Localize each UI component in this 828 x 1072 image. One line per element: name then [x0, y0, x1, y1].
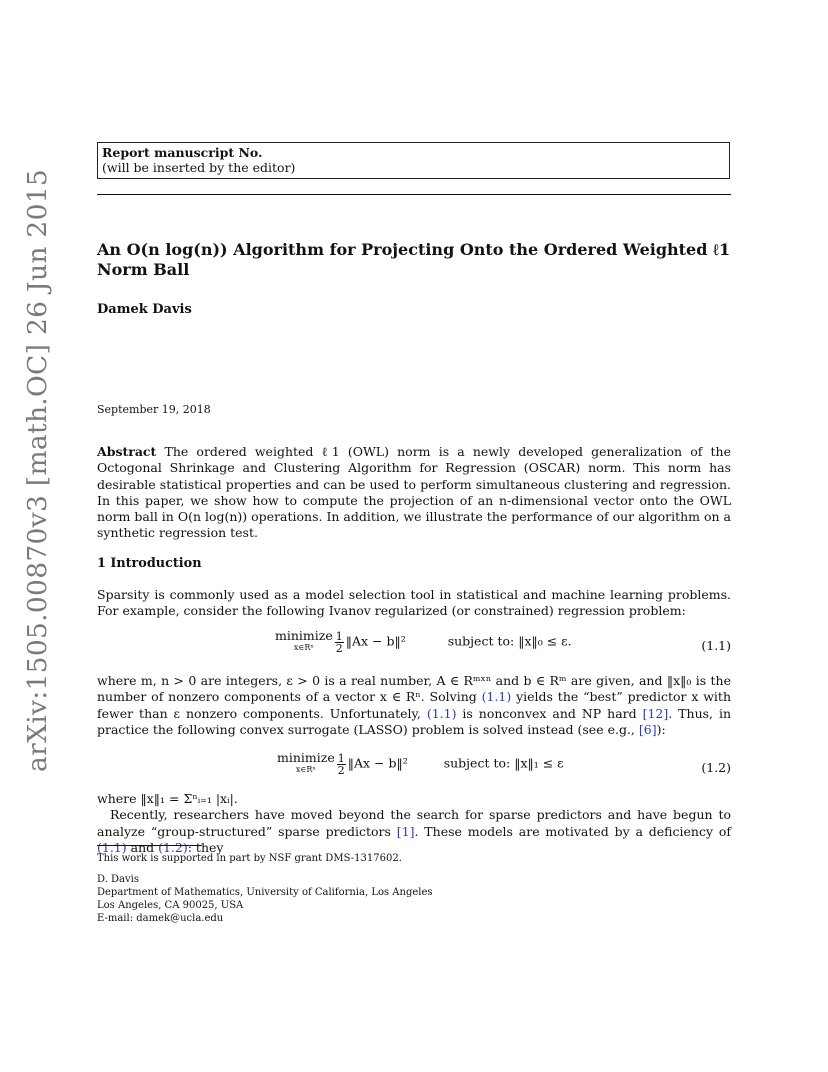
norm-definition: where ‖x‖₁ = Σⁿᵢ₌₁ |xᵢ|.: [97, 791, 238, 806]
recently-paragraph: [97, 807, 731, 856]
citation-link[interactable]: [6]: [638, 721, 657, 737]
fraction-denominator: 2: [337, 763, 345, 777]
paper-title: An O(n log(n)) Algorithm for Projecting Onto the Ordered Weighted ℓ1 Norm Ball: [97, 240, 731, 279]
objective: ‖Ax − b‖²: [345, 633, 406, 649]
fraction-numerator: 1: [337, 751, 345, 765]
equation-1-2: [97, 752, 731, 782]
header-rule: [97, 194, 731, 195]
abstract-heading: Abstract: [97, 444, 157, 459]
equation-ref-link[interactable]: (1.1): [426, 705, 457, 721]
equation-1-1-body: [275, 630, 572, 654]
text-run: where m, n > 0 are integers, ε > 0 is a real number, A ∈ Rᵐˣⁿ and b ∈ Rᵐ are given, and ‖x‖₀ is the number of nonzero components of a vector x ∈ Rⁿ. Solving: [97, 673, 731, 705]
citation-link[interactable]: [12]: [642, 705, 669, 721]
affiliation-name: D. Davis: [97, 874, 139, 885]
equation-ref-link[interactable]: (1.2): [158, 839, 188, 855]
fraction-denominator: 2: [335, 641, 343, 655]
author-name: Damek Davis: [97, 302, 192, 317]
equation-number: (1.2): [701, 760, 731, 775]
section-heading: 1 Introduction: [97, 556, 202, 571]
affiliation-department: Department of Mathematics, University of California, Los Angeles: [97, 887, 433, 898]
citation-link[interactable]: [1]: [396, 823, 415, 839]
fraction: [337, 753, 346, 776]
funding-footnote: This work is supported in part by NSF grant DMS-1317602.: [97, 853, 402, 864]
text-run: ):: [656, 721, 666, 737]
equation-1-2-body: [277, 752, 564, 776]
minimize-label: minimize: [277, 750, 335, 765]
fraction: [335, 631, 344, 654]
abstract: [97, 444, 731, 542]
intro-paragraph-2: [97, 673, 731, 738]
abstract-text: The ordered weighted ℓ1 (OWL) norm is a newly developed generalization of the Octogonal Shrinkage and Clustering Algorithm for Regression (OSCAR) norm. This norm has desirable statistical properties and can be used to perform simultaneous clustering and regression. In this paper, we show how to compute the projection of an n-dimensional vector onto the OWL norm ball in O(n log(n)) operations. In addition, we illustrate the performance of our algorithm on a synthetic regression test.: [97, 444, 731, 541]
equation-1-1: [97, 630, 731, 660]
text-run: Recently, researchers have moved beyond the search for sparse predictors and have begun to analyze “group-structured” sparse predictors: [97, 807, 731, 839]
minimize-label: minimize: [275, 628, 333, 643]
intro-paragraph-3: [97, 791, 731, 856]
minimize-operator: [277, 752, 335, 776]
arxiv-stamp: arXiv:1505.00870v3 [math.OC] 26 Jun 2015: [22, 168, 53, 772]
text-run: . These models are motivated by a deficiency of: [414, 823, 731, 839]
objective: ‖Ax − b‖²: [347, 755, 408, 771]
report-line-2: (will be inserted by the editor): [102, 160, 296, 175]
minimize-subscript: x∈Rⁿ: [293, 643, 314, 652]
equation-ref-link[interactable]: (1.1): [481, 689, 512, 705]
minimize-operator: [275, 630, 333, 654]
affiliation-email: E-mail: damek@ucla.edu: [97, 913, 224, 924]
intro-paragraph-1: Sparsity is commonly used as a model selection tool in statistical and machine learning problems. For example, consider the following Ivanov regularized (or constrained) regression problem:: [97, 587, 731, 619]
affiliation-city: Los Angeles, CA 90025, USA: [97, 900, 244, 911]
constraint: subject to: ‖x‖₀ ≤ ε.: [447, 633, 572, 649]
text-run: : they: [187, 839, 224, 855]
constraint: subject to: ‖x‖₁ ≤ ε: [443, 755, 564, 771]
minimize-subscript: x∈Rⁿ: [295, 765, 316, 774]
report-line-1: Report manuscript No.: [102, 145, 263, 160]
fraction-numerator: 1: [335, 629, 343, 643]
text-run: . Thus, in practice the following convex surrogate (LASSO) problem is solved instead (see e.g.,: [97, 705, 732, 737]
equation-number: (1.1): [701, 638, 731, 653]
text-run: yields the “best” predictor x with fewer than ε nonzero components. Unfortunately,: [97, 689, 731, 721]
paper-date: September 19, 2018: [97, 403, 211, 416]
affiliation-block: [97, 873, 433, 925]
text-run: is nonconvex and NP hard: [456, 705, 643, 721]
text-run: and: [126, 839, 159, 855]
footnote-rule: [97, 845, 202, 846]
report-manuscript-box: [97, 142, 730, 179]
equation-ref-link[interactable]: (1.1): [97, 839, 127, 855]
